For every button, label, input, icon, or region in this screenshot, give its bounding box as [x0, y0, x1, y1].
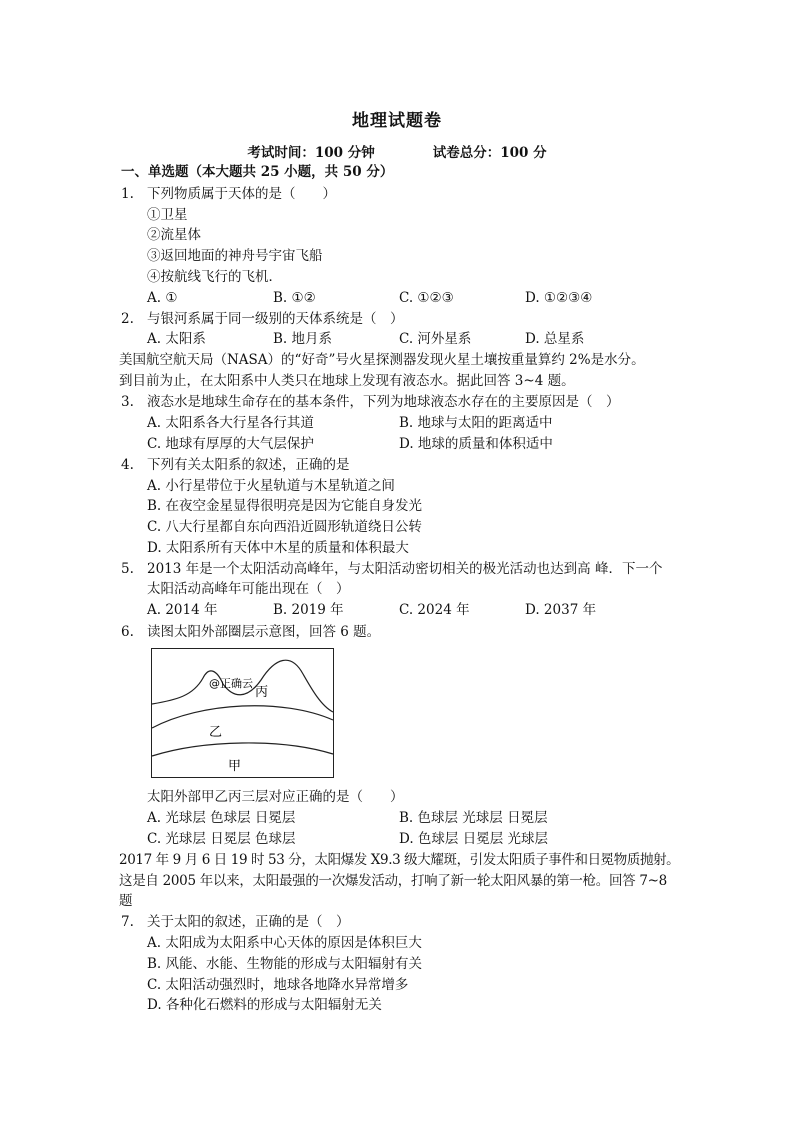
sun-layers-diagram [151, 648, 334, 778]
passage-line: 到目前为止，在太阳系中人类只在地球上发现有液态水。据此回答 3~4 题。 [119, 373, 575, 389]
question-number: 3. [121, 394, 134, 410]
option-a: A. ① [147, 290, 178, 306]
question-item: ①卫星 [147, 207, 188, 223]
option-c: C. ①②③ [399, 290, 454, 306]
exam-time: 考试时间：100 分钟 [247, 145, 375, 161]
option-d: D. 各种化石燃料的形成与太阳辐射无关 [147, 997, 382, 1013]
figure-question: 太阳外部甲乙丙三层对应正确的是（ ） [147, 789, 404, 805]
question-stem-continued: 太阳活动高峰年可能出现在（ ） [147, 581, 350, 597]
question-item: ④按航线飞行的飞机． [147, 269, 282, 285]
section-heading: 一、单选题（本大题共 25 小题，共 50 分） [121, 164, 394, 180]
passage-line: 美国航空航天局（NASA）的“好奇”号火星探测器发现火星土壤按重量算约 2%是水分。 [119, 352, 645, 368]
option-d: D. 太阳系所有天体中木星的质量和体积最大 [147, 540, 409, 556]
option-c: C. 河外星系 [399, 331, 472, 347]
passage-line: 2017 年 9 月 6 日 19 时 53 分，太阳爆发 X9.3 级大耀斑，引发太阳质子事件和日冕物质抛射。 [119, 852, 680, 868]
layer-label-mid: 乙 [209, 725, 223, 740]
option-a: A. 太阳系各大行星各行其道 [147, 415, 314, 431]
option-c: C. 八大行星都自东向西沿近圆形轨道绕日公转 [147, 519, 422, 535]
option-b: B. 色球层 光球层 日冕层 [399, 810, 548, 826]
option-a: A. 光球层 色球层 日冕层 [147, 810, 296, 826]
option-b: B. 2019 年 [273, 602, 344, 618]
option-c: C. 地球有厚厚的大气层保护 [147, 436, 314, 452]
option-b: B. ①② [273, 290, 316, 306]
question-stem: 与银河系属于同一级别的天体系统是（ ） [147, 311, 404, 327]
total-score: 试卷总分：100 分 [432, 145, 547, 161]
option-a: A. 太阳成为太阳系中心天体的原因是体积巨大 [147, 935, 422, 951]
question-number: 7. [121, 914, 134, 930]
option-d: D. ①②③④ [525, 290, 593, 306]
question-number: 1. [121, 186, 134, 202]
question-stem: 下列物质属于天体的是（ ） [147, 186, 336, 202]
option-c: C. 2024 年 [399, 602, 470, 618]
option-c: C. 光球层 日冕层 色球层 [147, 831, 296, 847]
layer-label-bottom: 甲 [228, 759, 242, 774]
option-c: C. 太阳活动强烈时，地球各地降水异常增多 [147, 977, 409, 993]
option-b: B. 风能、水能、生物能的形成与太阳辐射有关 [147, 956, 423, 972]
option-b: B. 地球与太阳的距离适中 [399, 415, 553, 431]
layer-label-top: 丙 [255, 685, 269, 700]
question-number: 4. [121, 457, 134, 473]
option-a: A. 小行星带位于火星轨道与木星轨道之间 [147, 478, 395, 494]
question-stem: 下列有关太阳系的叙述，正确的是 [147, 457, 350, 473]
option-a: A. 太阳系 [147, 331, 206, 347]
page-title: 地理试题卷 [352, 111, 442, 131]
question-stem: 2013 年是一个太阳活动高峰年，与太阳活动密切相关的极光活动也达到高 峰．下一个 [147, 561, 663, 577]
question-item: ②流星体 [147, 227, 201, 243]
sun-layers-figure [151, 648, 334, 778]
figure-frame [152, 649, 334, 778]
option-b: B. 在夜空金星显得很明亮是因为它能自身发光 [147, 498, 423, 514]
question-number: 5. [121, 561, 134, 577]
figure-watermark: @正确云 [209, 677, 253, 690]
question-stem: 液态水是地球生命存在的基本条件，下列为地球液态水存在的主要原因是（ ） [147, 394, 620, 410]
question-stem: 关于太阳的叙述，正确的是（ ） [147, 914, 350, 930]
option-b: B. 地月系 [273, 331, 333, 347]
option-d: D. 地球的质量和体积适中 [399, 436, 553, 452]
question-number: 6. [121, 624, 134, 640]
question-stem: 读图太阳外部圈层示意图，回答 6 题。 [147, 624, 381, 640]
exam-info [0, 141, 794, 161]
question-item: ③返回地面的神舟号宇宙飞船 [147, 248, 323, 264]
option-d: D. 2037 年 [525, 602, 597, 618]
option-d: D. 总星系 [525, 331, 585, 347]
question-number: 2. [121, 311, 134, 327]
option-d: D. 色球层 日冕层 光球层 [399, 831, 549, 847]
passage-line: 这是自 2005 年以来，太阳最强的一次爆发活动，打响了新一轮太阳风暴的第一枪。回答 7~8 [119, 873, 667, 889]
option-a: A. 2014 年 [147, 602, 218, 618]
passage-line: 题 [119, 893, 133, 909]
